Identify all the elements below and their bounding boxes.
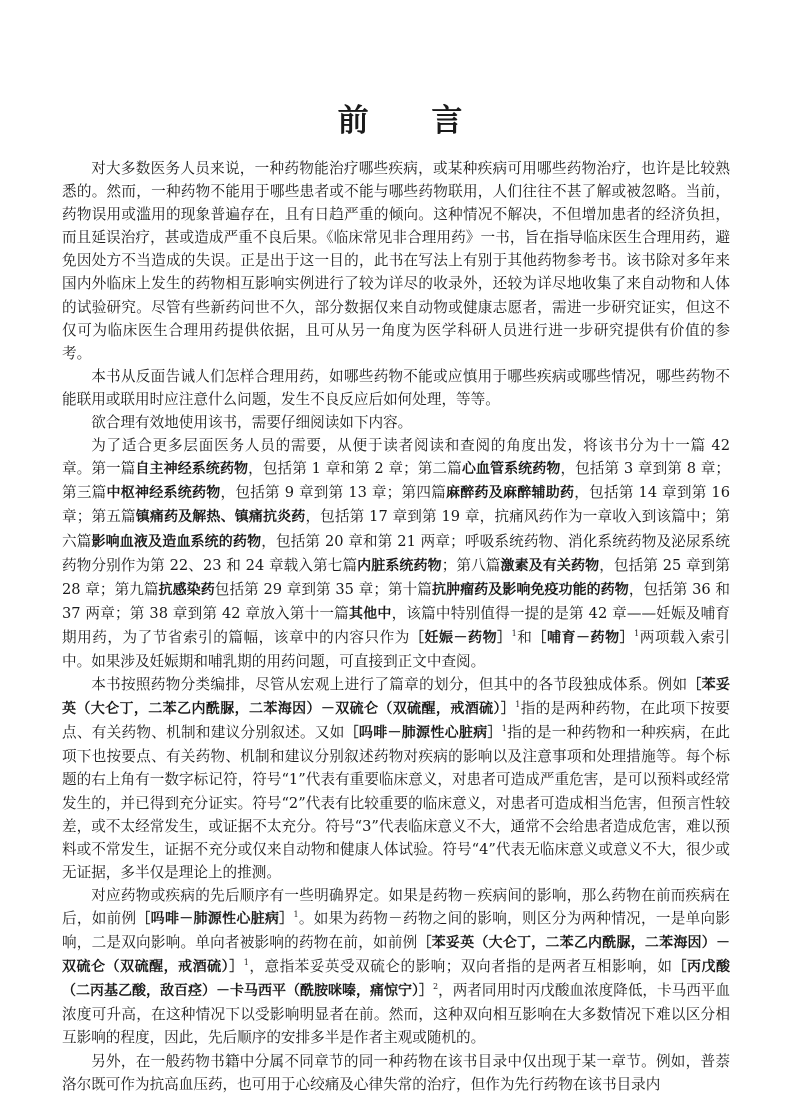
bold-term: ［妊娠－药物］: [409, 629, 512, 646]
paragraph-7: 另外，在一般药物书籍中分属不同章节的同一种药物在该书目录中仅出现于某一章节。例如，普萘洛尔既可作为抗高血压药，也可用于心绞痛及心律失常的治疗，但作为先行药物在该书目录内: [62, 1052, 730, 1093]
text-run: 为了适合更多层面医务人员的需要，从便于读者阅读和查阅的角度出发，将该书分为十一篇 42 章。第一篇: [62, 437, 730, 478]
text-run: ，包括第 25 章到第 28 章；第九篇: [62, 556, 730, 598]
text-run: 包括第 29 章到第 35 章；第十篇: [214, 580, 432, 598]
text-run: ，包括第 1 章和第 2 章；第二篇: [248, 460, 462, 478]
paragraph-1: 对大多数医务人员来说，一种药物能治疗哪些疾病，或某种疾病可用哪些药物治疗，也许是比较熟悉的。然而，一种药物不能用于哪些患者或不能与哪些药物联用，人们往往不甚了解或被忽略。当前，药物误用或滥用的现象普遍存在，且有日趋严重的倾向。这种情况不解决，不但增加患者的经济负担，而且延误治疗，甚或造成严重不良后果。《临床常见非合理用药》一书，旨在指导临床医生合理用药，避免因处方不当造成的失误。正是出于这一目的，此书在写法上有别于其他药物参考书。该书除对多年来国内外临床上发生的药物相互影响实例进行了较为详尽的收录外，还较为详尽地收集了来自动物和人体的试验研究。尽管有些新药问世不久，部分数据仅来自动物或健康志愿者，需进一步研究证实，但这不仅可为临床医生合理用药提供依据，且可从另一角度为医学科研人员进行进一步研究提供有价值的参考。: [62, 160, 730, 362]
bold-term: 其他中: [348, 605, 392, 622]
text-run: ；第八篇: [441, 556, 501, 574]
text-run: ，包括第 9 章到第 13 章；第四篇: [220, 484, 447, 502]
text-run: 。如果为药物－药物之间的影响，则区分为两种情况，一是单向影响，二是双向影响。单向者被影响的药物在前，如前例: [62, 910, 730, 952]
paragraph-3: 欲合理有效地使用该书，需要仔细阅读如下内容。: [91, 414, 413, 432]
text-run: 指的是两种药物，在此项下按要点、有关药物、机制和建议分别叙述。又如: [62, 700, 730, 742]
text-run: ，包括第 17 章到第 19 章，抗痛风药作为一章收入到该篇中；第六篇: [62, 508, 731, 550]
text-run: ，意指苯妥英受双硫仑的影响；双向者指的是两者互相影响，如: [248, 958, 673, 976]
bold-term: ［苯妥英（大仑丁，二苯乙内酰脲，二苯海因）－双硫仑（双硫醒，戒酒硫）］: [62, 935, 730, 976]
bold-term: 自主神经系统药物: [135, 461, 249, 478]
bold-term: 抗肿瘤药及影响免疫功能的药物: [431, 581, 629, 598]
text-run: ，该篇中特别值得一提的是第 42 章——妊娠及哺育期用药，为了节省索引的篇幅，该章中的内容只作为: [62, 604, 731, 646]
preface-body: [62, 157, 730, 1096]
significance-mark: 1: [243, 958, 249, 968]
paragraph-6: [62, 884, 730, 1050]
bold-term: ［哺育－药物］: [532, 629, 635, 646]
bold-term: 中枢神经系统药物: [106, 485, 221, 502]
bold-term: 激素及有关药物: [500, 557, 600, 574]
text-run: ，两者同用时丙戊酸血浓度降低，卡马西平血浓度可升高，在这种情况下以受影响明显者在前。然而，这种双向相互影响在大多数情况下难以区分相互影响的程度，因此，先后顺序的安排多半是作者主观或随机的。: [62, 982, 730, 1047]
bold-term: 抗感染药: [158, 581, 215, 598]
significance-mark: 1: [511, 628, 517, 638]
bold-term: ［丙戊酸（二丙基乙酸，敌百痉）－卡马西平（酰胺咪嗪，痛惊宁）］: [62, 959, 731, 1000]
bold-term: ［吗啡－肺源性心脏病］: [344, 725, 502, 742]
significance-mark: 1: [293, 910, 299, 919]
text-run: ，包括第 36 和 37 两章；第 38 章到第 42 章放入第十一篇: [62, 580, 730, 622]
text-run: ，包括第 14 章到第 16 章；第五篇: [62, 484, 730, 526]
bold-term: ［吗啡－肺源性心脏病］: [136, 911, 294, 927]
significance-mark: 1: [634, 628, 640, 638]
paragraph-2: 本书从反面告诫人们怎样合理用药，如哪些药物不能或应慎用于哪些疾病或哪些情况，哪些药物不能联用或联用时应注意什么问题，发生不良反应后如何处理，等等。: [62, 367, 730, 408]
bold-term: 影响血液及造血系统的药物: [91, 533, 262, 550]
page-title: 前 言: [337, 103, 489, 139]
text-run: ，包括第 20 章和第 21 两章；呼吸系统药物、消化系统药物及泌尿系统药物分别作为第 22、23 和 24 章载入第七篇: [62, 532, 730, 574]
paragraph-4: [62, 434, 730, 673]
bold-term: 麻醉药及麻醉辅助药: [446, 485, 575, 502]
text-run: 两项载入索引中。如果涉及妊娠期和哺乳期的用药问题，可直接到正文中查阅。: [62, 628, 730, 670]
text-run: 本书按照药物分类编排，尽管从宏观上进行了篇章的划分，但其中的各节段独成体系。例如: [91, 676, 688, 694]
text-run: 对应药物或疾病的先后顺序有一些明确界定。如果是药物－疾病间的影响，那么药物在前而疾病在后，如前例: [62, 886, 730, 927]
text-run: 和: [516, 628, 533, 646]
text-run: ，包括第 3 章到第 8 章；第三篇: [62, 460, 730, 502]
bold-term: ［苯妥英（大仑丁，二苯乙内酰脲，二苯海因）－双硫仑（双硫醒，戒酒硫）］: [62, 677, 730, 718]
bold-term: 镇痛药及解热、镇痛抗炎药: [135, 509, 306, 526]
paragraph-5: [62, 673, 730, 884]
significance-mark: 1: [501, 724, 507, 734]
bold-term: 心血管系统药物: [461, 461, 561, 478]
text-run: 指的是一种药物和一种疾病，在此项下也按要点、有关药物、机制和建议分别叙述药物对疾病的影响以及注意事项和处理措施等。每个标题的右上角有一数字标记符，符号“1”代表有重要临床意义，对患者可造成严重危害，是可以预料或经常发生的，并已得到充分证实。符号“2”代表有比较重要的临床意义，对患者可造成相当危害，但预言性较差，或不太经常发生，或证据不太充分。符号“3”代表临床意义不大，通常不会给患者造成危害，难以预料或不常发生，证据不充分或仅来自动物和健康人体试验。符号“4”代表无临床意义或意义不大，很少或无证据，多半仅是理论上的推测。: [62, 724, 730, 881]
significance-mark: 2: [433, 982, 439, 992]
bold-term: 内脏系统药物: [357, 557, 442, 574]
significance-mark: 1: [515, 700, 521, 710]
